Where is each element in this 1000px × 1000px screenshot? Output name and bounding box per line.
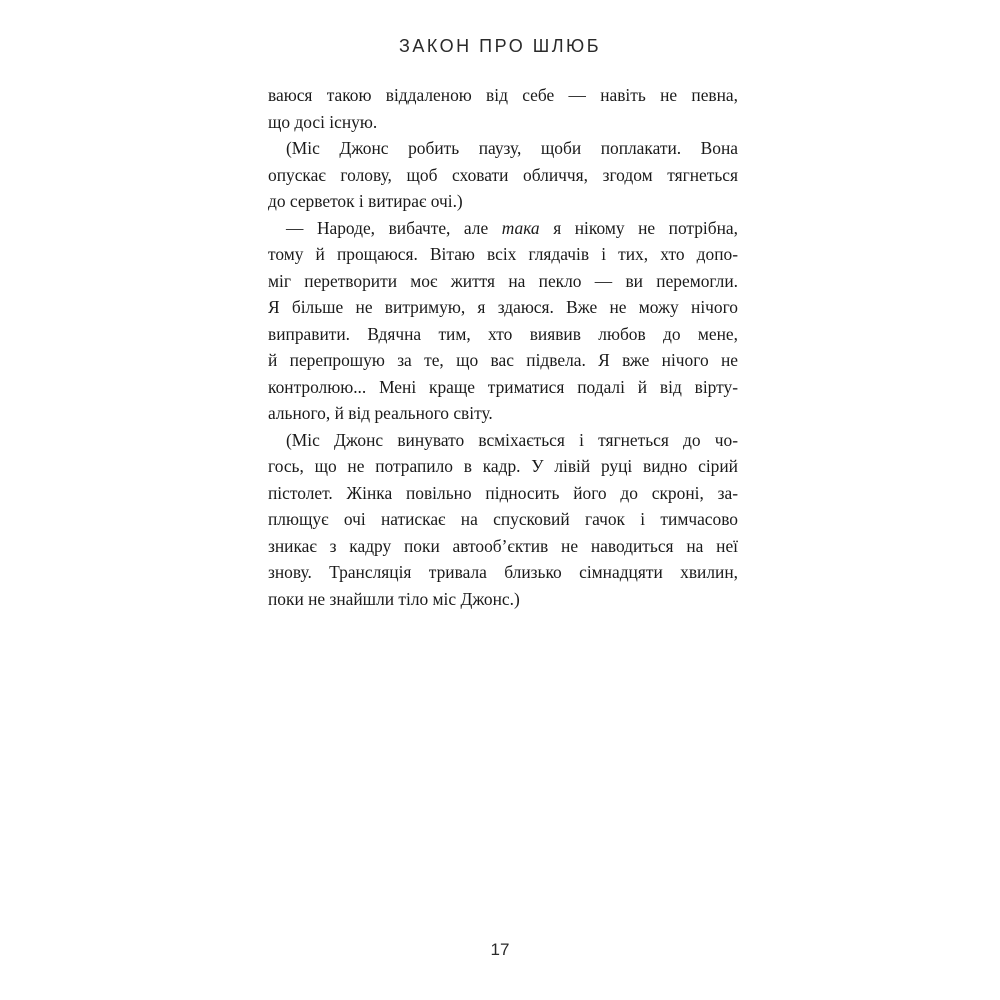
- text-line: ваюся такою віддаленою від себе — навіть не певна,: [268, 85, 738, 105]
- text-line: контролюю... Мені краще триматися подалі й від вірту-: [268, 376, 738, 397]
- text-line: зникає з кадру поки автооб’єктив не наводиться на неї: [268, 535, 738, 556]
- text-line: виправити. Вдячна тим, хто виявив любов до мене,: [268, 323, 738, 344]
- emphasized-word: така: [501, 217, 540, 238]
- text-line: до серветок і витирає очі.): [268, 191, 463, 211]
- text-line: ального, й від реального світу.: [268, 403, 493, 423]
- running-header: ЗАКОН ПРО ШЛЮБ: [398, 36, 602, 56]
- text-line: пістолет. Жінка повільно підносить його до скроні, за-: [268, 482, 738, 503]
- text-line: поки не знайшли тіло міс Джонс.): [268, 588, 520, 609]
- text-line: плющує очі натискає на спусковий гачок і тимчасово: [268, 509, 738, 529]
- page-number: 17: [490, 940, 510, 959]
- text-segment: я нікому не потрібна,: [539, 217, 738, 238]
- body-text: [268, 82, 738, 612]
- text-line: що досі існую.: [268, 111, 378, 132]
- text-line: [268, 215, 738, 242]
- text-line: тому й прощаюся. Вітаю всіх глядачів і тих, хто допо-: [268, 244, 738, 264]
- text-line: й перепрошую за те, що вас підвела. Я вже нічого не: [268, 350, 738, 370]
- text-line: (Міс Джонс робить паузу, щоби поплакати. Вона: [286, 138, 738, 158]
- text-segment: — Народе, вибачте, але: [286, 217, 502, 238]
- text-line: міг перетворити моє життя на пекло — ви перемогли.: [268, 270, 738, 291]
- text-line: гось, що не потрапило в кадр. У лівій руці видно сірий: [268, 456, 738, 476]
- text-line: Я більше не витримую, я здаюся. Вже не можу нічого: [268, 297, 738, 317]
- text-line: знову. Трансляція тривала близько сімнадцяти хвилин,: [268, 562, 738, 582]
- text-line: опускає голову, щоб сховати обличчя, згодом тягнеться: [268, 164, 738, 185]
- text-line: (Міс Джонс винувато всміхається і тягнеться до чо-: [286, 429, 738, 450]
